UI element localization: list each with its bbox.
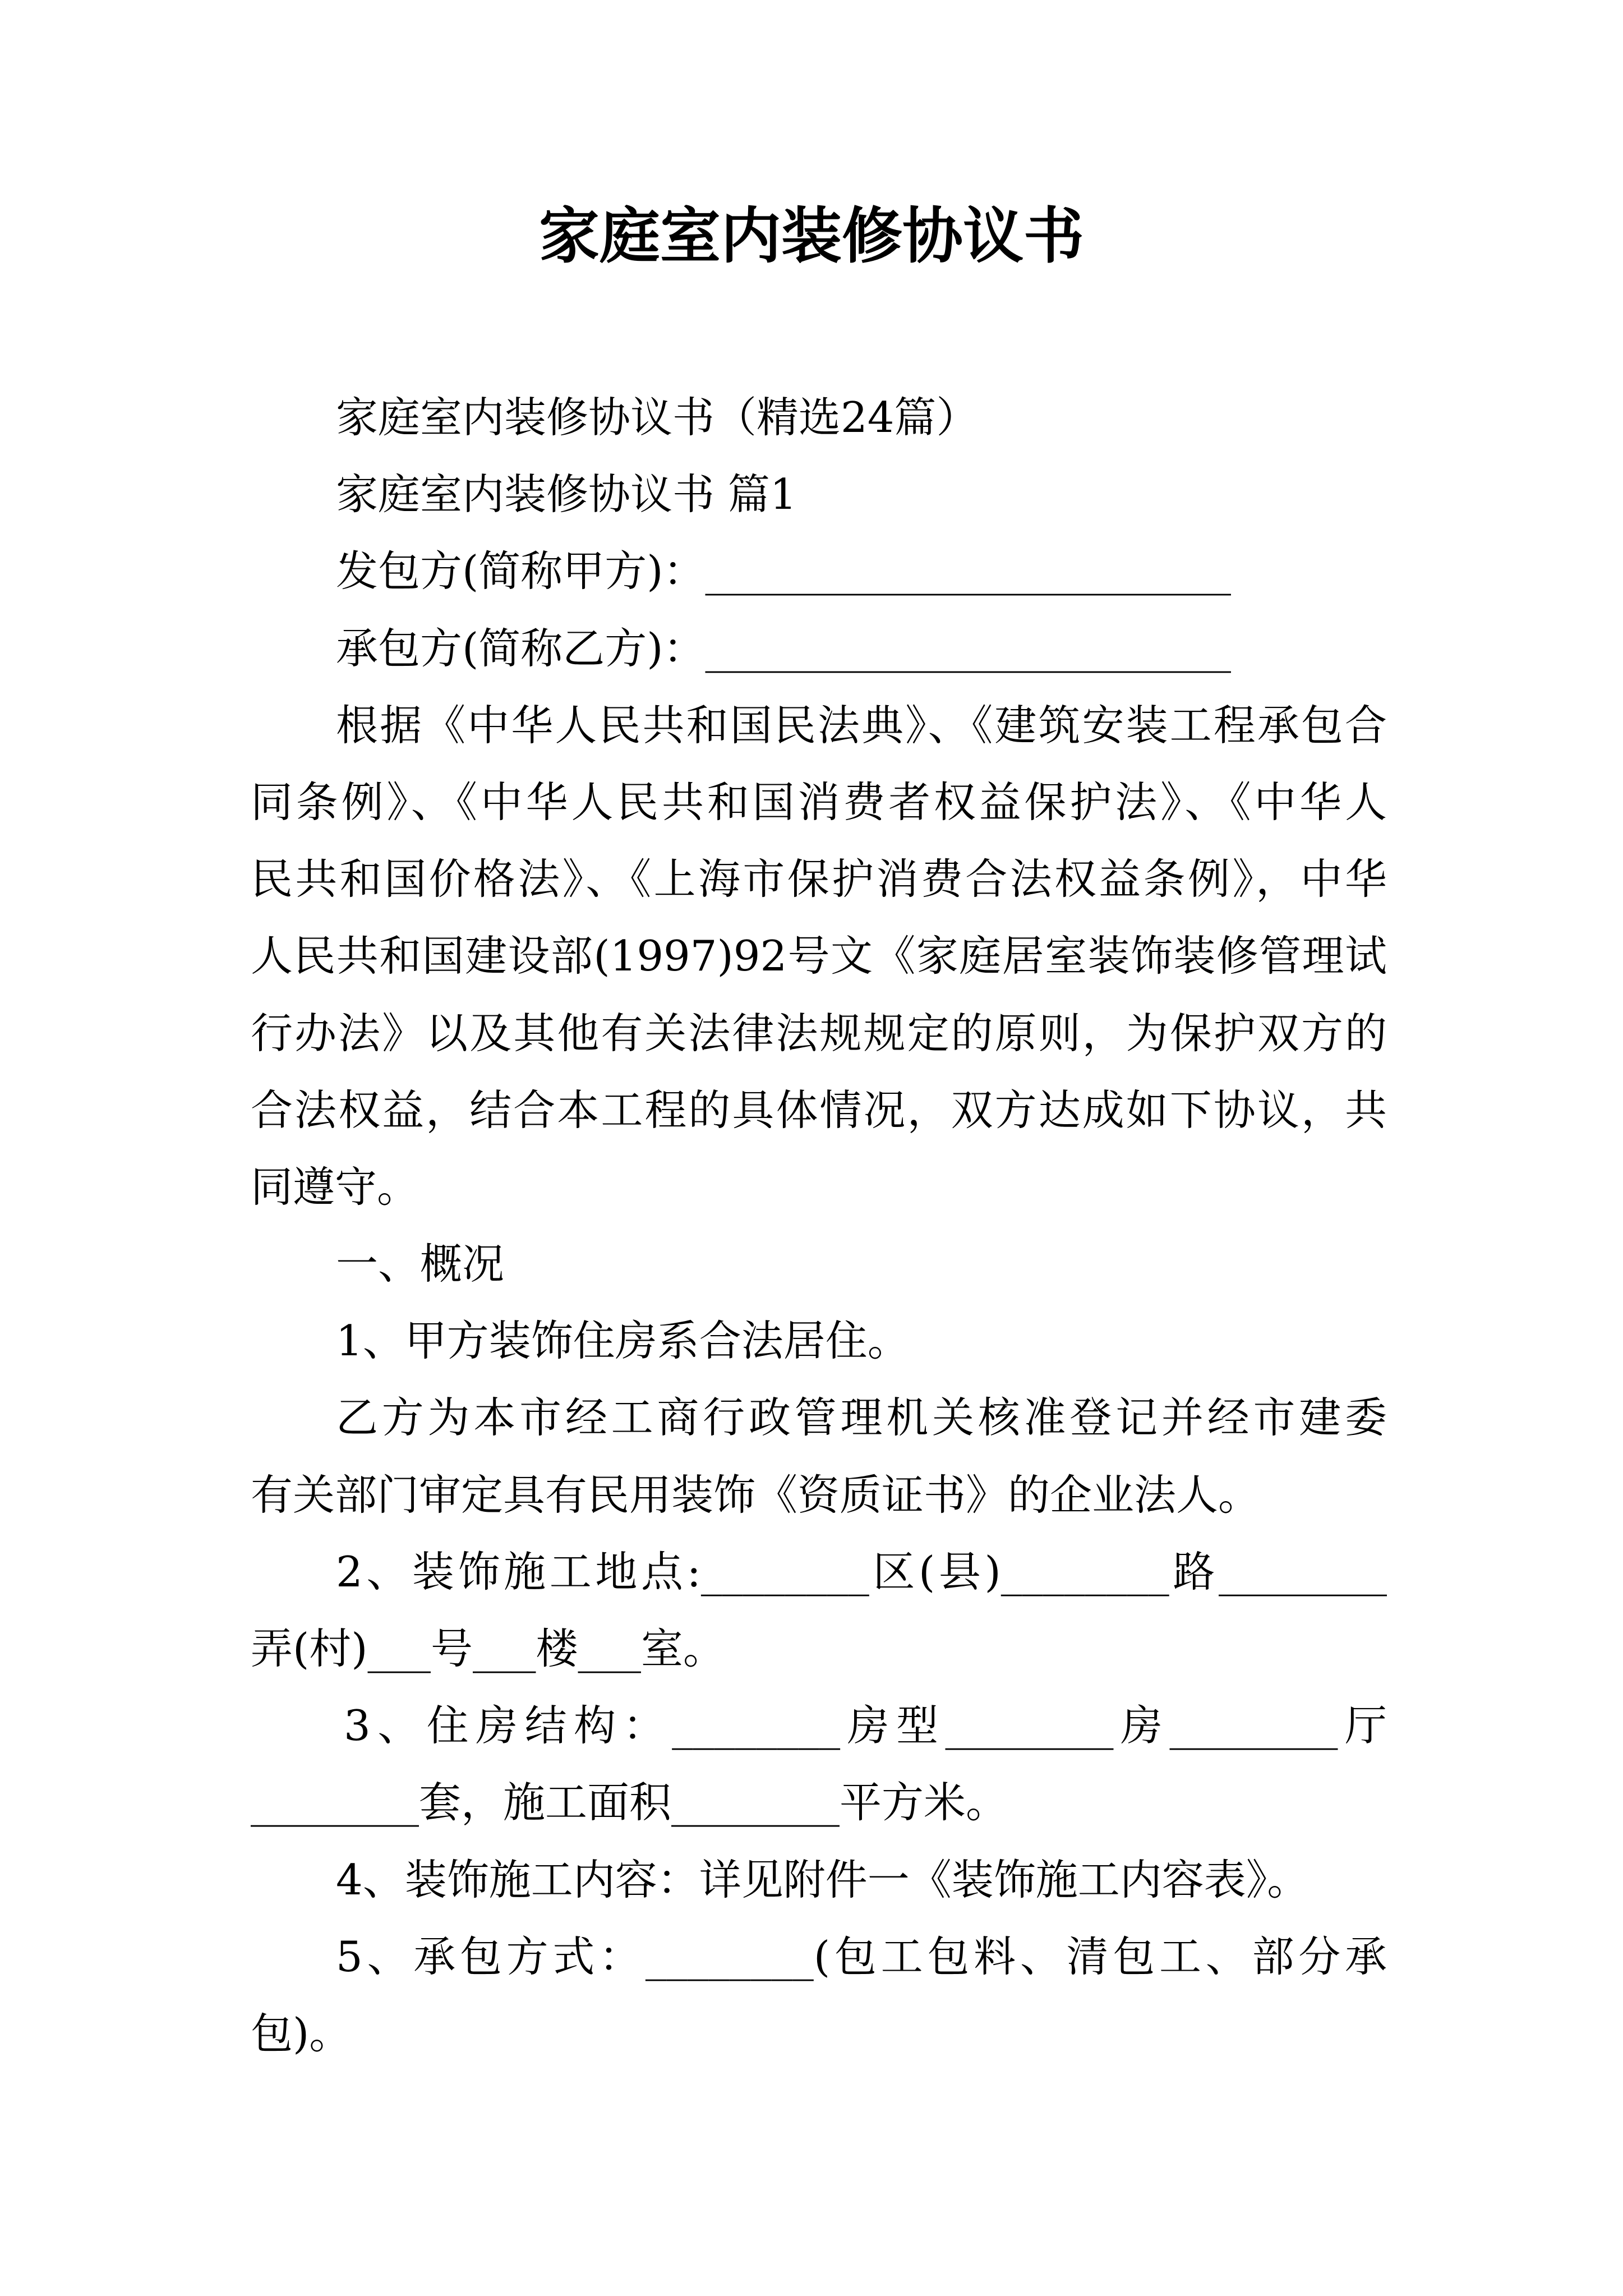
clause-1-line: 1、甲方装饰住房系合法居住。 xyxy=(336,1316,910,1366)
clause-5-contracting-method xyxy=(251,1918,1387,2072)
document-body xyxy=(251,379,1387,2072)
document-title: 家庭室内装修协议书 xyxy=(538,201,1084,272)
paragraph-line: 5、承包方式：________(包工包料、清包工、部分承 xyxy=(336,1931,1387,1981)
paragraph-line: 民共和国价格法》、《上海市保护消费合法权益条例》，中华 xyxy=(251,854,1387,904)
clause-3-housing-structure xyxy=(251,1687,1387,1841)
paragraph-line: 人民共和国建设部(1997)92号文《家庭居室装饰装修管理试 xyxy=(251,931,1387,981)
paragraph-line: 乙方为本市经工商行政管理机关核准登记并经市建委 xyxy=(336,1393,1387,1443)
contractor-qualification-paragraph xyxy=(251,1379,1387,1533)
paragraph-line: 包)。 xyxy=(251,2008,352,2058)
paragraph-line: 根据《中华人民共和国民法典》、《建筑安装工程承包合 xyxy=(336,700,1387,750)
legal-basis-paragraph xyxy=(251,687,1387,1226)
paragraph-line: 同遵守。 xyxy=(251,1162,419,1212)
paragraph-line: 3、住房结构：________房型________房________厅 xyxy=(344,1701,1387,1751)
paragraph-line: 合法权益，结合本工程的具体情况，双方达成如下协议，共 xyxy=(251,1085,1387,1135)
paragraph-line: 有关部门审定具有民用装饰《资质证书》的企业法人。 xyxy=(251,1470,1261,1520)
clause-4-construction-content: 4、装饰施工内容：详见附件一《装饰施工内容表》。 xyxy=(336,1855,1310,1904)
party-b-line: 承包方(简称乙方)：_________________________ xyxy=(336,623,1232,673)
clause-2-construction-site xyxy=(251,1534,1387,1687)
paragraph-line: 同条例》、《中华人民共和国消费者权益保护法》、《中华人 xyxy=(251,777,1387,827)
paragraph-line: 2、装饰施工地点:________区(县)________路________ xyxy=(336,1547,1387,1596)
article-heading: 家庭室内装修协议书 篇1 xyxy=(336,470,797,519)
paragraph-line: 弄(村)___号___楼___室。 xyxy=(251,1624,726,1673)
collection-heading: 家庭室内装修协议书（精选24篇） xyxy=(336,393,979,442)
paragraph-line: 行办法》以及其他有关法律法规规定的原则，为保护双方的 xyxy=(251,1008,1387,1058)
section-heading-overview: 一、概况 xyxy=(336,1239,505,1289)
party-a-line: 发包方(简称甲方)：_________________________ xyxy=(336,546,1232,596)
paragraph-line: ________套，施工面积________平方米。 xyxy=(251,1778,1008,1828)
